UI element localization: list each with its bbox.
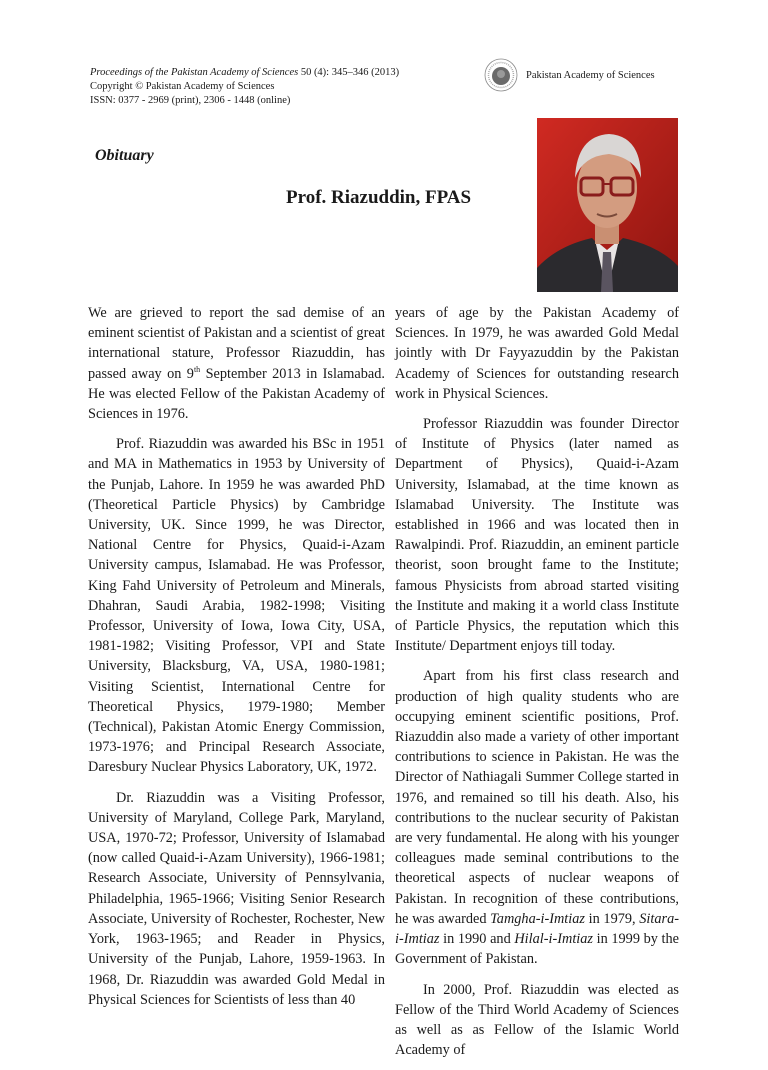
text: Apart from his first class research and production of high quality students who are occupying eminent scientific positions, Prof. Riazuddin also made a variety of other important contributions to science in Pakistan. He was the Director of Nathiagali Summer College started in 1976, and remained so till his death. Also, his contributions to the nuclear security of Pakistan are very fundamental. He along with his younger colleagues made seminal contributions to the theoretical aspects of nuclear weapons of Pakistan. In recognition of these contributions, he was awarded — [395, 668, 679, 927]
superscript: th — [193, 364, 201, 374]
award-name: Tamgha-i-Imtiaz — [490, 910, 585, 927]
journal-name: Proceedings of the Pakistan Academy of Sciences — [90, 67, 299, 78]
section-label: Obituary — [95, 147, 154, 164]
copyright: Copyright © Pakistan Academy of Sciences — [90, 81, 275, 92]
journal-header — [90, 66, 399, 108]
left-column — [88, 303, 385, 1020]
text: in 1999 by the Government of Pakistan. — [395, 931, 679, 968]
text: in 1990 and — [439, 931, 515, 948]
organization-name: Pakistan Academy of Sciences — [526, 69, 655, 81]
text: September 2013 in Islamabad. He was elected Fellow of the Pakistan Academy of Sciences in 1976. — [88, 365, 385, 423]
organization-logo — [484, 58, 655, 92]
academy-seal-icon — [484, 58, 518, 92]
award-name: Hilal-i-Imtiaz — [514, 931, 593, 948]
page-title: Prof. Riazuddin, FPAS — [286, 187, 472, 208]
paragraph — [395, 666, 679, 969]
paragraph: years of age by the Pakistan Academy of Sciences. In 1979, he was awarded Gold Medal jointly with Dr Fayyazuddin by the Pakistan Academy of Sciences for outstanding research work in Physical Sciences. — [395, 305, 679, 402]
citation: 50 (4): 345–346 (2013) — [298, 67, 400, 78]
paragraph: Dr. Riazuddin was a Visiting Professor, University of Maryland, College Park, Maryland, USA, 1970-72; Professor, University of Islamabad (now called Quaid-i-Azam University), 1966-1981; Research Associate, University of Pennsylvania, Philadelphia, 1965-1966; Visiting Senior Research Associate, University of Rochester, Rochester, New York, 1963-1965; and Reader in Physics, University of the Punjab, Lahore, 1959-1963. In 1968, Dr. Riazuddin was awarded Gold Medal in Physical Sciences for Scientists of less than 40 — [88, 789, 385, 1008]
paragraph: Prof. Riazuddin was awarded his BSc in 1951 and MA in Mathematics in 1953 by University of the Punjab, Lahore. In 1959 he was awarded PhD (Theoretical Particle Physics) by Cambridge University, UK. Since 1999, he was Director, National Centre for Physics, Quaid-i-Azam University campus, Islamabad. He was Professor, King Fahd University of Petroleum and Minerals, Dhahran, Saudi Arabia, 1982-1998; Visiting Professor, University of Iowa, Iowa City, USA, 1981-1982; Visiting Professor, VPI and State University, Blacksburg, VA, USA, 1980-1981; Visiting Scientist, International Centre for Theoretical Physics, 1979-1980; Member (Technical), Pakistan Atomic Energy Commission, 1973-1976; and Principal Research Associate, Daresbury Nuclear Physics Laboratory, UK, 1972. — [88, 436, 385, 776]
award-name: Sitara-i-Imtiaz — [395, 910, 679, 948]
text: in 1979, — [584, 910, 640, 927]
paragraph — [88, 303, 385, 424]
paragraph: Professor Riazuddin was founder Director of Institute of Physics (later named as Department of Physics), Quaid-i-Azam University, Islamabad, at the time known as Islamabad University. The Institute was established in 1966 and was located then in Rawalpindi. Prof. Riazuddin, an eminent particle theorist, soon brought fame to the Institute; famous Physicists from abroad started visiting the Institute and making it a world class Institute of Particle Physics, the reputation which this Institute/ Department enjoys till today. — [395, 416, 679, 655]
issn: ISSN: 0377 - 2969 (print), 2306 - 1448 (online) — [90, 95, 291, 106]
portrait-photo — [537, 118, 678, 292]
right-column — [395, 303, 679, 1070]
paragraph: In 2000, Prof. Riazuddin was elected as Fellow of the Third World Academy of Sciences as well as as Fellow of the Islamic World Academy of — [395, 981, 679, 1059]
text: We are grieved to report the sad demise of an eminent scientist of Pakistan and a scientist of great international stature, Professor Riazuddin, has passed away on 9 — [88, 305, 385, 382]
